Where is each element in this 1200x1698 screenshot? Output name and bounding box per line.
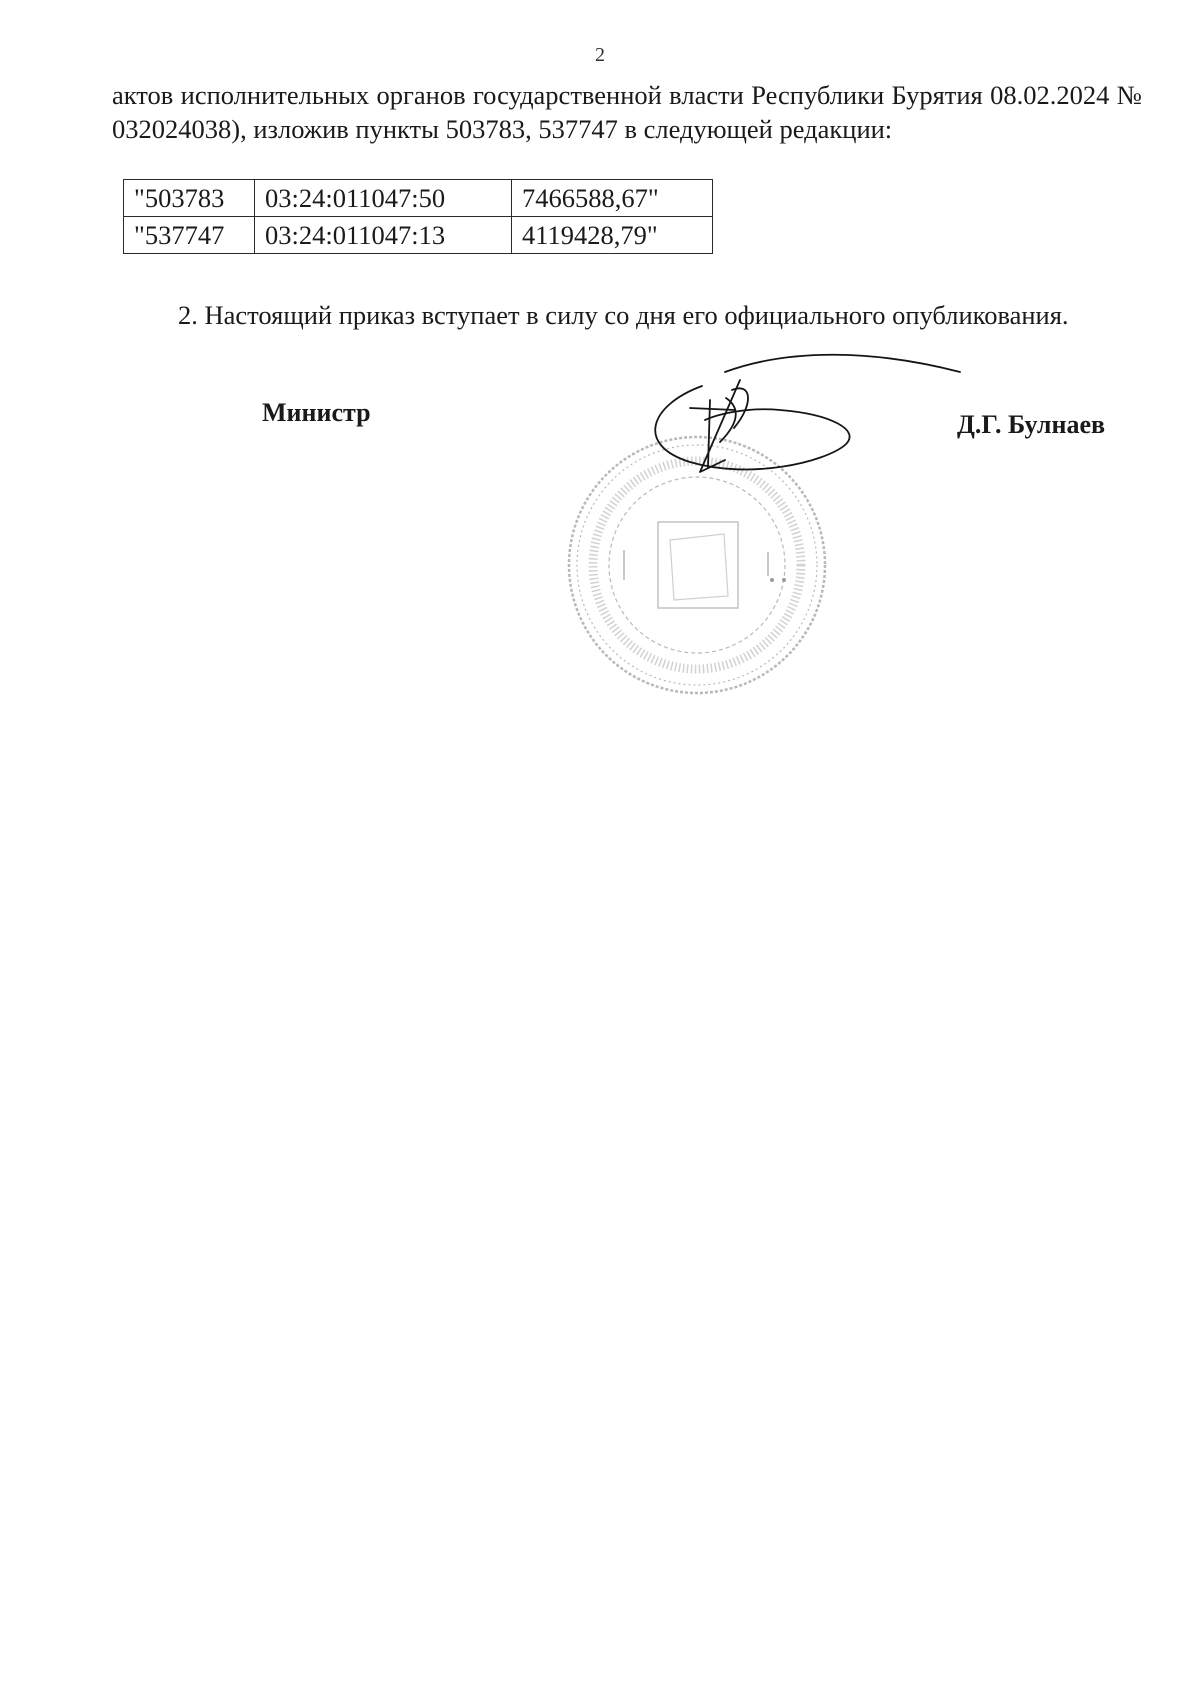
values-table-container [123, 179, 713, 254]
page-number: 2 [595, 44, 605, 66]
table-cell-cadastral-number: 03:24:011047:13 [255, 217, 512, 254]
table-row [124, 180, 713, 217]
values-table [123, 179, 713, 254]
table-cell-item: "503783 [124, 180, 255, 217]
signer-name: Д.Г. Булнаев [957, 410, 1106, 439]
table-cell-value: 7466588,67" [512, 180, 713, 217]
handwritten-signature [630, 350, 970, 480]
table-row [124, 217, 713, 254]
table-cell-cadastral-number: 03:24:011047:50 [255, 180, 512, 217]
body-paragraph-1: актов исполнительных органов государственной власти Республики Бурятия 08.02.2024 № 032024038), изложив пункты 503783, 537747 в следующей редакции: [112, 80, 1142, 144]
table-cell-value: 4119428,79" [512, 217, 713, 254]
signer-position: Министр [262, 398, 371, 427]
body-paragraph-2: 2. Настоящий приказ вступает в силу со дня его официального опубликования. [178, 300, 1069, 330]
table-cell-item: "537747 [124, 217, 255, 254]
